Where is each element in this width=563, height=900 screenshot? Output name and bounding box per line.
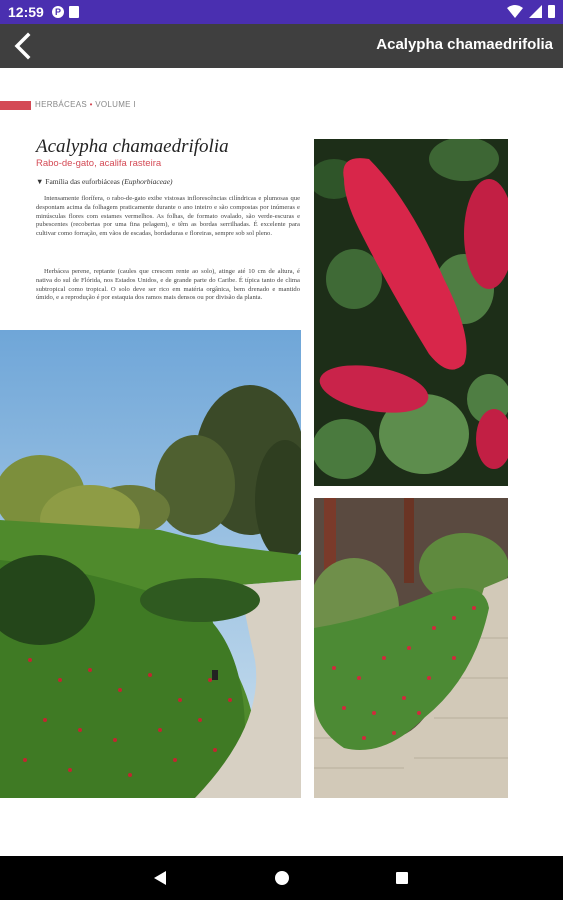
plant-common-names: Rabo-de-gato, acalifa rasteira: [36, 158, 162, 169]
section-volume: VOLUME I: [95, 100, 136, 109]
p-badge-icon: P: [52, 6, 64, 18]
family-latin: (Euphorbiaceae): [121, 177, 173, 186]
section-color-bar: [0, 101, 31, 110]
app-bar: [0, 24, 563, 68]
plant-family: [36, 177, 173, 186]
nav-back-icon: [152, 870, 168, 886]
nav-recents-icon[interactable]: [396, 872, 408, 884]
arrow-back-icon: [8, 30, 40, 62]
status-bar: [0, 0, 563, 24]
battery-icon: [548, 5, 555, 18]
sd-card-icon: [69, 6, 79, 18]
signal-icon: [529, 5, 542, 18]
flower-bed-photo: [314, 498, 508, 798]
system-nav-bar: [0, 856, 563, 900]
wifi-icon: [507, 5, 523, 18]
description-paragraph-2: Herbácea perene, reptante (caules que crescem rente ao solo), atinge até 10 cm de altura, é nativa do sul de Flórida, nos Estados Unidos, e de grande parte do Caribe. É típica tanto de clima subtropical como tropical. O solo deve ser rico em matéria orgânica, bem drenado e mantido úmido, e a reprodução é por estaquia dos ramos mais densos ou por divisão da planta.: [36, 268, 300, 302]
section-separator: •: [89, 100, 93, 109]
description-paragraph-1: Intensamente florífera, o rabo-de-gato exibe vistosas inflorescências cilíndricas e plumosas que despontam acima da folhagem praticamente durante o ano inteiro e são compostas por inúmeras e minúsculas flores com estames vermelhos. As folhas, de formato ovalado, são verde-escuras e pubescentes (recobertas por uma fina pelagem), e têm as bordas serrilhadas. É excelente para cultivar como forração, em vãos de escadas, bordaduras e floreiras, sempre sob sol pleno.: [36, 195, 300, 238]
system-icons: [507, 5, 555, 18]
family-name: ▼ Família das euforbiáceas: [36, 177, 120, 186]
back-button[interactable]: [8, 30, 40, 62]
status-time: 12:59: [8, 4, 44, 20]
section-name: HERBÁCEAS: [35, 100, 88, 109]
app-title: Acalypha chamaedrifolia: [376, 36, 553, 53]
section-label: [35, 100, 136, 109]
nav-home-icon[interactable]: [275, 871, 289, 885]
plant-title: Acalypha chamaedrifolia: [36, 136, 229, 157]
book-page[interactable]: [0, 68, 563, 856]
nav-back-button[interactable]: [152, 870, 168, 886]
notification-icons: [52, 6, 79, 18]
garden-path-photo: [0, 330, 301, 798]
red-cattail-closeup-photo: [314, 139, 508, 486]
